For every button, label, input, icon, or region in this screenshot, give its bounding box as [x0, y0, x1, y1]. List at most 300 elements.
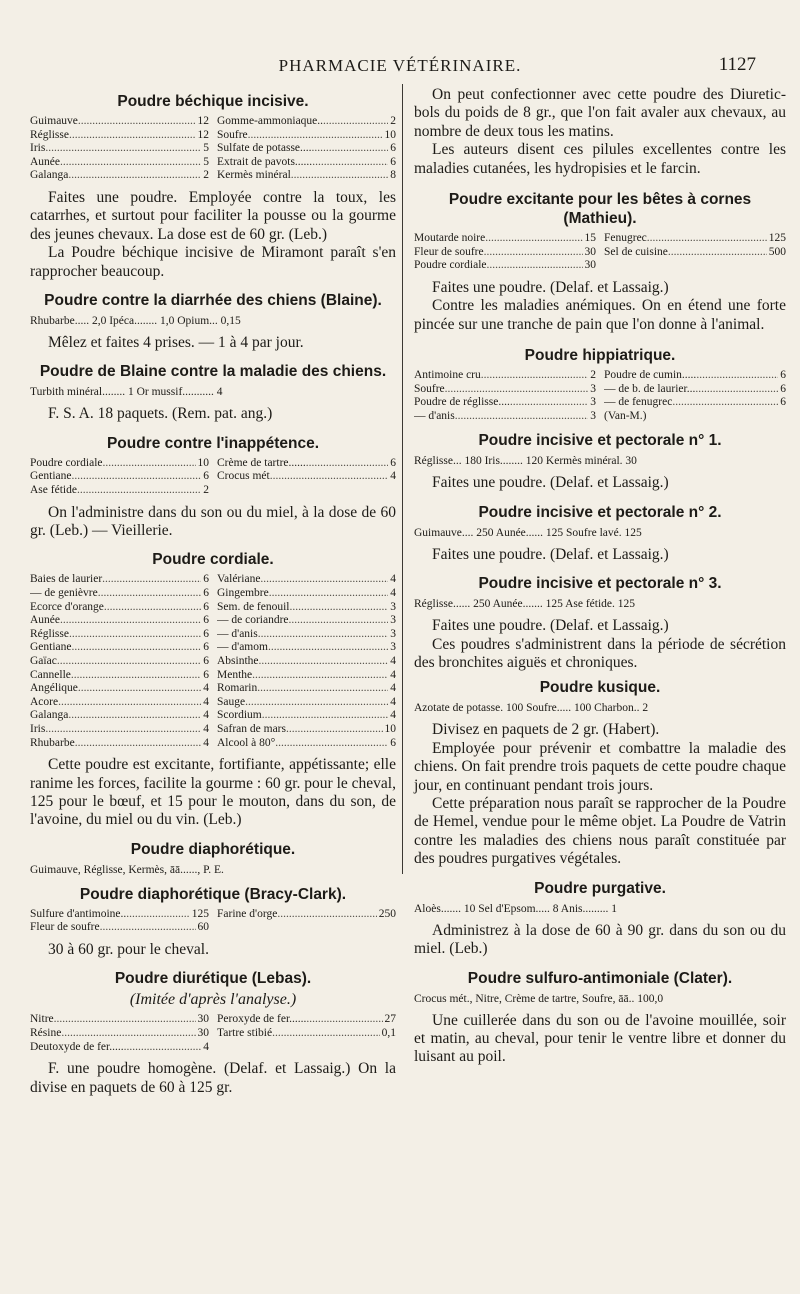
- ingredient-name: — d'anis: [217, 627, 258, 640]
- leader-dots: [258, 628, 389, 642]
- ingredient-quantity: 4: [203, 736, 209, 749]
- leader-dots: [262, 709, 389, 723]
- paragraph: La Poudre béchique incisive de Miramont paraît s'en rapprocher beaucoup.: [30, 244, 396, 280]
- section-title: Poudre sulfuro-antimoniale (Clater).: [467, 969, 733, 987]
- leader-dots: [54, 1013, 196, 1027]
- leader-dots: [270, 470, 389, 484]
- ingredient-row: [217, 641, 396, 655]
- ingredient-quantity: 6: [203, 587, 209, 599]
- ingredient-name: Gomme-ammoniaque..: [217, 115, 324, 127]
- leader-dots: [268, 641, 388, 655]
- ingredient-row: [217, 587, 396, 601]
- ingredient-name: Fleur de soufre: [414, 245, 484, 258]
- ingredient-quantity: 6: [203, 654, 209, 667]
- section-title: Poudre diurétique (Lebas).: [114, 970, 312, 988]
- leader-dots: [260, 573, 388, 587]
- leader-dots: [45, 723, 201, 737]
- ingredient-row: [217, 115, 396, 129]
- paragraph: 30 à 60 gr. pour le cheval.: [48, 940, 209, 958]
- ingredient-row: [30, 115, 209, 129]
- ingredient-quantity: 5: [203, 142, 209, 155]
- ingredient-row: [30, 669, 209, 683]
- ingredient-name: Réglisse: [30, 627, 69, 640]
- recipe-line: Azotate de potasse. 100 Soufre..... 100 Charbon.. 2: [414, 702, 649, 715]
- ingredient-quantity: 30: [584, 259, 596, 272]
- ingredient-name: Poudre de réglisse....: [414, 396, 510, 409]
- page-header: [0, 54, 800, 80]
- ingredient-name: Absinthe: [217, 654, 259, 667]
- ingredient-row: [217, 1013, 396, 1027]
- ingredient-quantity: 4: [390, 668, 396, 681]
- paragraph: Divisez en paquets de 2 gr. (Habert).: [432, 721, 660, 739]
- ingredient-name: Ecorce d'orange: [30, 600, 104, 613]
- ingredient-name: — de coriandre: [217, 614, 289, 627]
- ingredient-name: — de b. de laurier...: [604, 382, 696, 395]
- ingredient-name: Scordium: [217, 709, 262, 722]
- leader-dots: [68, 169, 201, 183]
- ingredient-name: Fenugrec: [604, 232, 647, 245]
- right-column: [414, 86, 786, 1067]
- leader-dots: [485, 232, 582, 246]
- ingredient-quantity: 0,1: [381, 1026, 396, 1039]
- section-title: Poudre kusique.: [539, 679, 661, 697]
- section-title: Poudre incisive et pectorale n° 2.: [478, 503, 722, 521]
- ingredient-quantity: 6: [390, 142, 396, 155]
- leader-dots: [60, 156, 201, 170]
- section-title: Poudre hippiatrique.: [524, 347, 676, 365]
- ingredient-name: Nitre: [30, 1013, 54, 1026]
- ingredient-quantity: 10: [384, 128, 396, 141]
- ingredient-name: Farine d'orge: [217, 907, 278, 920]
- leader-dots: [272, 1027, 380, 1041]
- leader-dots: [60, 614, 201, 628]
- ingredient-row: [30, 129, 209, 143]
- leader-dots: [69, 129, 196, 143]
- paragraph: Faites une poudre. (Delaf. et Lassaig.): [432, 278, 669, 296]
- ingredient-row: [217, 908, 396, 922]
- ingredient-name: — d'anis: [414, 409, 455, 422]
- recipe-list: [30, 573, 396, 750]
- ingredient-row: [414, 259, 596, 273]
- paragraph: F. une poudre homogène. (Delaf. et Lassaig.) On la divise en paquets de 60 à 125 gr.: [30, 1060, 396, 1096]
- ingredient-name: Ase fétide: [30, 484, 77, 496]
- ingredient-row: [30, 641, 209, 655]
- ingredient-name: Cannelle: [30, 668, 71, 681]
- section-title: Poudre diaphorétique.: [130, 840, 296, 858]
- running-title: PHARMACIE VÉTÉRINAIRE.: [278, 56, 522, 75]
- paragraph: Faites une poudre. Employée contre la toux, les catarrhes, et surtout pour faciliter la pousse ou la gourme des jeunes chevaux. La dose est de 60 gr. (Leb.): [30, 188, 396, 243]
- ingredient-quantity: 4: [203, 695, 209, 708]
- recipe-line: Réglisse...... 250 Aunée....... 125 Ase fétide. 125: [414, 598, 636, 611]
- ingredient-name: Soufre: [217, 128, 248, 141]
- ingredient-row: [414, 383, 596, 397]
- recipe-line: Rhubarbe..... 2,0 Ipéca........ 1,0 Opium... 0,15: [30, 315, 241, 327]
- leader-dots: [257, 682, 388, 696]
- leader-dots: [72, 470, 202, 484]
- recipe-list: [414, 369, 786, 423]
- recipe-line: Guimauve, Réglisse, Kermès, āā......, P. E.: [30, 863, 224, 876]
- ingredient-quantity: 10: [384, 722, 396, 735]
- ingredient-name: Angélique: [30, 682, 78, 695]
- ingredient-row: [217, 156, 396, 170]
- ingredient-row: [30, 723, 209, 737]
- recipe-list: [30, 115, 396, 183]
- section-title: Poudre de Blaine contre la maladie des chiens.: [39, 363, 387, 381]
- ingredient-row: [30, 169, 209, 183]
- ingredient-quantity: 30: [197, 1026, 209, 1039]
- ingredient-quantity: 4: [390, 695, 396, 708]
- leader-dots: [306, 1013, 382, 1027]
- ingredient-row: [30, 682, 209, 696]
- ingredient-name: Antimoine cru: [414, 369, 481, 382]
- ingredient-row: [30, 1013, 209, 1027]
- ingredient-quantity: 5: [203, 155, 209, 168]
- ingredient-row: [604, 369, 786, 383]
- ingredient-row: [217, 1027, 396, 1041]
- ingredient-quantity: 4: [390, 470, 396, 483]
- leader-dots: [647, 232, 767, 246]
- column-divider: [402, 84, 403, 874]
- ingredient-quantity: 3: [390, 600, 396, 613]
- ingredient-name: Résine: [30, 1026, 62, 1039]
- leader-dots: [484, 246, 583, 260]
- ingredient-quantity: 6: [203, 641, 209, 654]
- leader-dots: [69, 628, 201, 642]
- section-title: Poudre cordiale.: [152, 551, 274, 569]
- leader-dots: [45, 142, 201, 156]
- ingredient-quantity: 500: [768, 245, 786, 258]
- paragraph: On peut confectionner avec cette poudre des Diuretic-bols du poids de 8 gr., que l'on fait avaler aux chevaux, au nombre de deux tous les matins.: [414, 86, 786, 140]
- ingredient-quantity: 27: [384, 1013, 396, 1026]
- ingredient-row: [217, 614, 396, 628]
- section-title: Poudre purgative.: [534, 879, 666, 897]
- recipe-list: [30, 908, 396, 935]
- leader-dots: [277, 908, 376, 922]
- leader-dots: [323, 115, 388, 129]
- ingredient-quantity: 6: [390, 456, 396, 469]
- ingredient-name: Baies de laurier: [30, 573, 103, 586]
- ingredient-row: [30, 601, 209, 615]
- leader-dots: [290, 601, 389, 615]
- paragraph: On l'administre dans du son ou du miel, à la dose de 60 gr. (Leb.) — Vieillerie.: [30, 503, 396, 539]
- section-title: Poudre contre l'inappétence.: [106, 434, 320, 452]
- leader-dots: [126, 908, 189, 922]
- ingredient-row: [604, 410, 786, 424]
- leader-dots: [252, 669, 388, 683]
- ingredient-quantity: 4: [203, 709, 209, 722]
- ingredient-quantity: 2: [590, 369, 596, 382]
- ingredient-row: [217, 457, 396, 471]
- paragraph: F. S. A. 18 paquets. (Rem. pat. ang.): [48, 405, 273, 423]
- paragraph: Faites une poudre. (Delaf. et Lassaig.): [432, 474, 669, 492]
- section-subtitle: (Imitée d'après l'analyse.): [129, 991, 297, 1009]
- ingredient-quantity: 3: [390, 641, 396, 654]
- ingredient-name: Réglisse: [30, 128, 69, 141]
- leader-dots: [269, 587, 389, 601]
- leader-dots: [481, 369, 589, 383]
- ingredient-name: Sel de cuisine: [604, 245, 668, 258]
- ingredient-row: [30, 573, 209, 587]
- ingredient-row: [414, 396, 596, 410]
- leader-dots: [291, 169, 388, 183]
- leader-dots: [487, 259, 583, 273]
- leader-dots: [100, 921, 196, 935]
- ingredient-quantity: 6: [203, 627, 209, 640]
- ingredient-name: Gentiane: [30, 641, 72, 654]
- ingredient-quantity: 6: [390, 736, 396, 749]
- leader-dots: [77, 484, 201, 498]
- ingredient-name: Sauge: [217, 695, 246, 708]
- ingredient-name: Kermès minéral: [217, 169, 291, 182]
- ingredient-quantity: 6: [203, 573, 209, 586]
- leader-dots: [286, 723, 383, 737]
- ingredient-quantity: 6: [780, 396, 786, 409]
- ingredient-row: [217, 682, 396, 696]
- ingredient-row: [30, 614, 209, 628]
- ingredient-name: Tartre stibié: [217, 1026, 273, 1039]
- ingredient-name: Acore: [30, 695, 59, 708]
- leader-dots: [306, 457, 388, 471]
- leader-dots: [75, 737, 202, 751]
- leader-dots: [510, 396, 588, 410]
- ingredient-row: [30, 470, 209, 484]
- leader-dots: [57, 655, 201, 669]
- ingredient-name: Poudre de cumin.....: [604, 369, 697, 382]
- ingredient-quantity: 3: [590, 382, 596, 395]
- ingredient-row: [217, 470, 396, 484]
- leader-dots: [259, 655, 389, 669]
- ingredient-name: Crocus mét: [217, 470, 270, 483]
- ingredient-quantity: 6: [203, 668, 209, 681]
- ingredient-row: [604, 383, 786, 397]
- ingredient-row: [217, 142, 396, 156]
- ingredient-quantity: 8: [390, 169, 396, 182]
- leader-dots: [696, 369, 778, 383]
- recipe-line: Réglisse... 180 Iris........ 120 Kermès minéral. 30: [414, 455, 637, 468]
- leader-dots: [98, 587, 202, 601]
- ingredient-row: [30, 696, 209, 710]
- recipe-line: Guimauve.... 250 Aunée...... 125 Soufre lavé. 125: [414, 526, 642, 539]
- ingredient-row: [414, 232, 596, 246]
- ingredient-name: Soufre: [414, 382, 445, 395]
- ingredient-name: Fleur de soufre: [30, 921, 100, 934]
- leader-dots: [289, 614, 389, 628]
- ingredient-row: [30, 737, 209, 751]
- section-title: Poudre béchique incisive.: [117, 93, 309, 110]
- ingredient-row: [217, 696, 396, 710]
- ingredient-row: [217, 709, 396, 723]
- recipe-line: Aloès....... 10 Sel d'Epsom..... 8 Anis......... 1: [414, 902, 618, 915]
- paragraph: Les auteurs disent ces pilules excellentes contre les maladies cutanées, les hydropisies et le farcin.: [414, 141, 786, 177]
- ingredient-quantity: 3: [590, 409, 596, 422]
- leader-dots: [103, 457, 196, 471]
- ingredient-row: [30, 628, 209, 642]
- ingredient-name: Poudre cordiale: [30, 456, 103, 469]
- ingredient-row: [30, 1041, 209, 1055]
- ingredient-name: Sulfure d'antimoine..: [30, 907, 127, 920]
- ingredient-name: Gaïac: [30, 654, 57, 667]
- leader-dots: [668, 246, 767, 260]
- ingredient-name: Safran de mars: [217, 722, 286, 735]
- ingredient-quantity: 12: [197, 128, 209, 141]
- ingredient-row: [217, 655, 396, 669]
- ingredient-row: [604, 232, 786, 246]
- paragraph: Faites une poudre. (Delaf. et Lassaig.): [432, 545, 669, 563]
- ingredient-quantity: 4: [203, 722, 209, 735]
- ingredient-name: Peroxyde de fer......: [217, 1013, 307, 1026]
- leader-dots: [78, 682, 201, 696]
- recipe-list: [30, 1013, 396, 1054]
- ingredient-row: [217, 737, 396, 751]
- ingredient-name: Iris: [30, 722, 46, 735]
- ingredient-name: Gentiane: [30, 470, 72, 483]
- leader-dots: [61, 1027, 195, 1041]
- leader-dots: [102, 573, 201, 587]
- ingredient-row: [30, 156, 209, 170]
- recipe-list: [414, 232, 786, 273]
- ingredient-row: [414, 369, 596, 383]
- ingredient-row: [30, 921, 209, 935]
- section-title: Poudre incisive et pectorale n° 3.: [478, 575, 722, 593]
- ingredient-name: Valériane: [217, 573, 261, 586]
- leader-dots: [312, 142, 389, 156]
- ingredient-name: — d'amom: [217, 641, 268, 654]
- ingredient-quantity: 30: [197, 1013, 209, 1026]
- paragraph: Faites une poudre. (Delaf. et Lassaig.): [432, 617, 669, 635]
- ingredient-row: [30, 655, 209, 669]
- ingredient-row: [604, 396, 786, 410]
- leader-dots: [124, 1041, 202, 1055]
- leader-dots: [78, 115, 196, 129]
- ingredient-quantity: 15: [584, 232, 596, 245]
- ingredient-name: Gingembre: [217, 587, 269, 599]
- ingredient-row: [217, 129, 396, 143]
- ingredient-name: Aunée: [30, 614, 61, 627]
- ingredient-quantity: 30: [584, 245, 596, 258]
- ingredient-name: Galanga: [30, 169, 69, 182]
- leader-dots: [104, 601, 201, 615]
- ingredient-row: [30, 709, 209, 723]
- leader-dots: [695, 383, 778, 397]
- recipe-line: Crocus mét., Nitre, Crème de tartre, Soufre, āā.. 100,0: [414, 992, 664, 1005]
- leader-dots: [445, 383, 589, 397]
- leader-dots: [312, 156, 388, 170]
- paragraph: Mêlez et faites 4 prises. — 1 à 4 par jour.: [48, 334, 304, 351]
- ingredient-name: Extrait de pavots......: [217, 155, 313, 168]
- ingredient-name: Moutarde noire: [414, 232, 486, 245]
- ingredient-name: — de fenugrec: [604, 396, 673, 409]
- ingredient-row: [217, 573, 396, 587]
- ingredient-quantity: 4: [390, 682, 396, 695]
- recipe-list: [30, 457, 396, 498]
- ingredient-name: Crème de tartre......: [217, 456, 306, 469]
- left-column: [30, 86, 396, 1097]
- ingredient-name: (Van-M.): [604, 409, 647, 422]
- ingredient-quantity: [646, 410, 648, 424]
- ingredient-quantity: 125: [191, 907, 209, 920]
- leader-dots: [248, 129, 383, 143]
- ingredient-name: Deutoxyde de fer.....: [30, 1040, 124, 1053]
- ingredient-quantity: 10: [197, 456, 209, 469]
- section-title: Poudre excitante pour les bêtes à cornes (Mathieu).: [448, 191, 752, 228]
- ingredient-name: Poudre cordiale: [414, 259, 487, 272]
- leader-dots: [455, 410, 589, 424]
- ingredient-quantity: 4: [203, 1040, 209, 1053]
- ingredient-row: [217, 601, 396, 615]
- paragraph: Cette poudre est excitante, fortifiante, appétissante; elle ranime les forces, facilite la gourme : 60 gr. pour le cheval, 125 pour le bœuf, et 15 pour le mouton, dans du son, de l'avoine, du miel ou du vin. (Leb.): [30, 756, 396, 829]
- ingredient-quantity: 3: [590, 396, 596, 409]
- page-number: 1127: [718, 54, 756, 75]
- ingredient-quantity: 4: [390, 654, 396, 667]
- section-title: Poudre contre la diarrhée des chiens (Blaine).: [44, 292, 382, 309]
- ingredient-row: [604, 246, 786, 260]
- ingredient-name: Aunée: [30, 155, 61, 168]
- leader-dots: [672, 396, 778, 410]
- ingredient-name: Guimauve: [30, 115, 78, 127]
- ingredient-name: Romarin: [217, 682, 258, 695]
- ingredient-name: Iris: [30, 142, 46, 155]
- ingredient-row: [217, 669, 396, 683]
- leader-dots: [72, 641, 202, 655]
- ingredient-row: [30, 484, 209, 498]
- ingredient-quantity: 60: [197, 921, 209, 934]
- leader-dots: [245, 696, 388, 710]
- ingredient-quantity: 4: [390, 709, 396, 722]
- paragraph: Contre les maladies anémiques. On en étend une forte pincée sur une tranche de pain que l'on donne à l'animal.: [414, 297, 786, 333]
- ingredient-name: Alcool à 80°: [217, 736, 276, 749]
- ingredient-name: Sem. de fenouil: [217, 600, 290, 613]
- paragraph: Employée pour prévenir et combattre la maladie des chiens. On fait prendre trois paquets de cette poudre chaque jour, en continuant pendant trois jours.: [414, 739, 786, 794]
- ingredient-row: [217, 169, 396, 183]
- ingredient-name: Rhubarbe: [30, 736, 75, 749]
- ingredient-row: [414, 410, 596, 424]
- leader-dots: [71, 669, 201, 683]
- ingredient-row: [30, 908, 209, 922]
- ingredient-quantity: 6: [203, 470, 209, 483]
- ingredient-quantity: 2: [203, 169, 209, 182]
- ingredient-quantity: 4: [390, 587, 396, 599]
- paragraph: Administrez à la dose de 60 à 90 gr. dans du son ou du miel. (Leb.): [414, 921, 786, 958]
- paragraph: Ces poudres s'administrent dans la période de sécrétion des bronchites aiguës et chroniques.: [414, 635, 786, 672]
- ingredient-quantity: 3: [390, 627, 396, 640]
- ingredient-row: [30, 1027, 209, 1041]
- section-title: Poudre incisive et pectorale n° 1.: [478, 432, 722, 450]
- ingredient-quantity: 12: [197, 115, 209, 127]
- ingredient-name: — de genièvre: [30, 587, 98, 599]
- ingredient-row: [30, 587, 209, 601]
- paragraph: Cette préparation nous paraît se rapprocher de la Poudre de Hemel, vendue pour le même objet. La Poudre de Vatrin contre les maladies des chiens nous paraît constituée par des poudres purgatives végétales.: [414, 795, 786, 868]
- ingredient-name: Galanga: [30, 709, 69, 722]
- ingredient-quantity: 6: [780, 382, 786, 395]
- ingredient-row: [217, 628, 396, 642]
- recipe-line: Turbith minéral........ 1 Or mussif........... 4: [30, 386, 223, 399]
- ingredient-name: Sulfate de potasse....: [217, 142, 312, 155]
- ingredient-row: [30, 457, 209, 471]
- leader-dots: [58, 696, 201, 710]
- paragraph: Une cuillerée dans du son ou de l'avoine mouillée, soir et matin, au cheval, pour tenir le ventre libre et donner du luisant au poil.: [414, 1011, 786, 1066]
- section-title: Poudre diaphorétique (Bracy-Clark).: [79, 885, 347, 903]
- ingredient-quantity: 125: [768, 232, 786, 245]
- ingredient-row: [414, 246, 596, 260]
- ingredient-quantity: 3: [390, 614, 396, 627]
- ingredient-quantity: 6: [390, 155, 396, 168]
- ingredient-name: Menthe: [217, 668, 253, 681]
- ingredient-row: [217, 723, 396, 737]
- leader-dots: [275, 737, 388, 751]
- ingredient-quantity: 250: [378, 907, 396, 920]
- ingredient-quantity: 4: [203, 682, 209, 695]
- ingredient-quantity: 6: [203, 600, 209, 613]
